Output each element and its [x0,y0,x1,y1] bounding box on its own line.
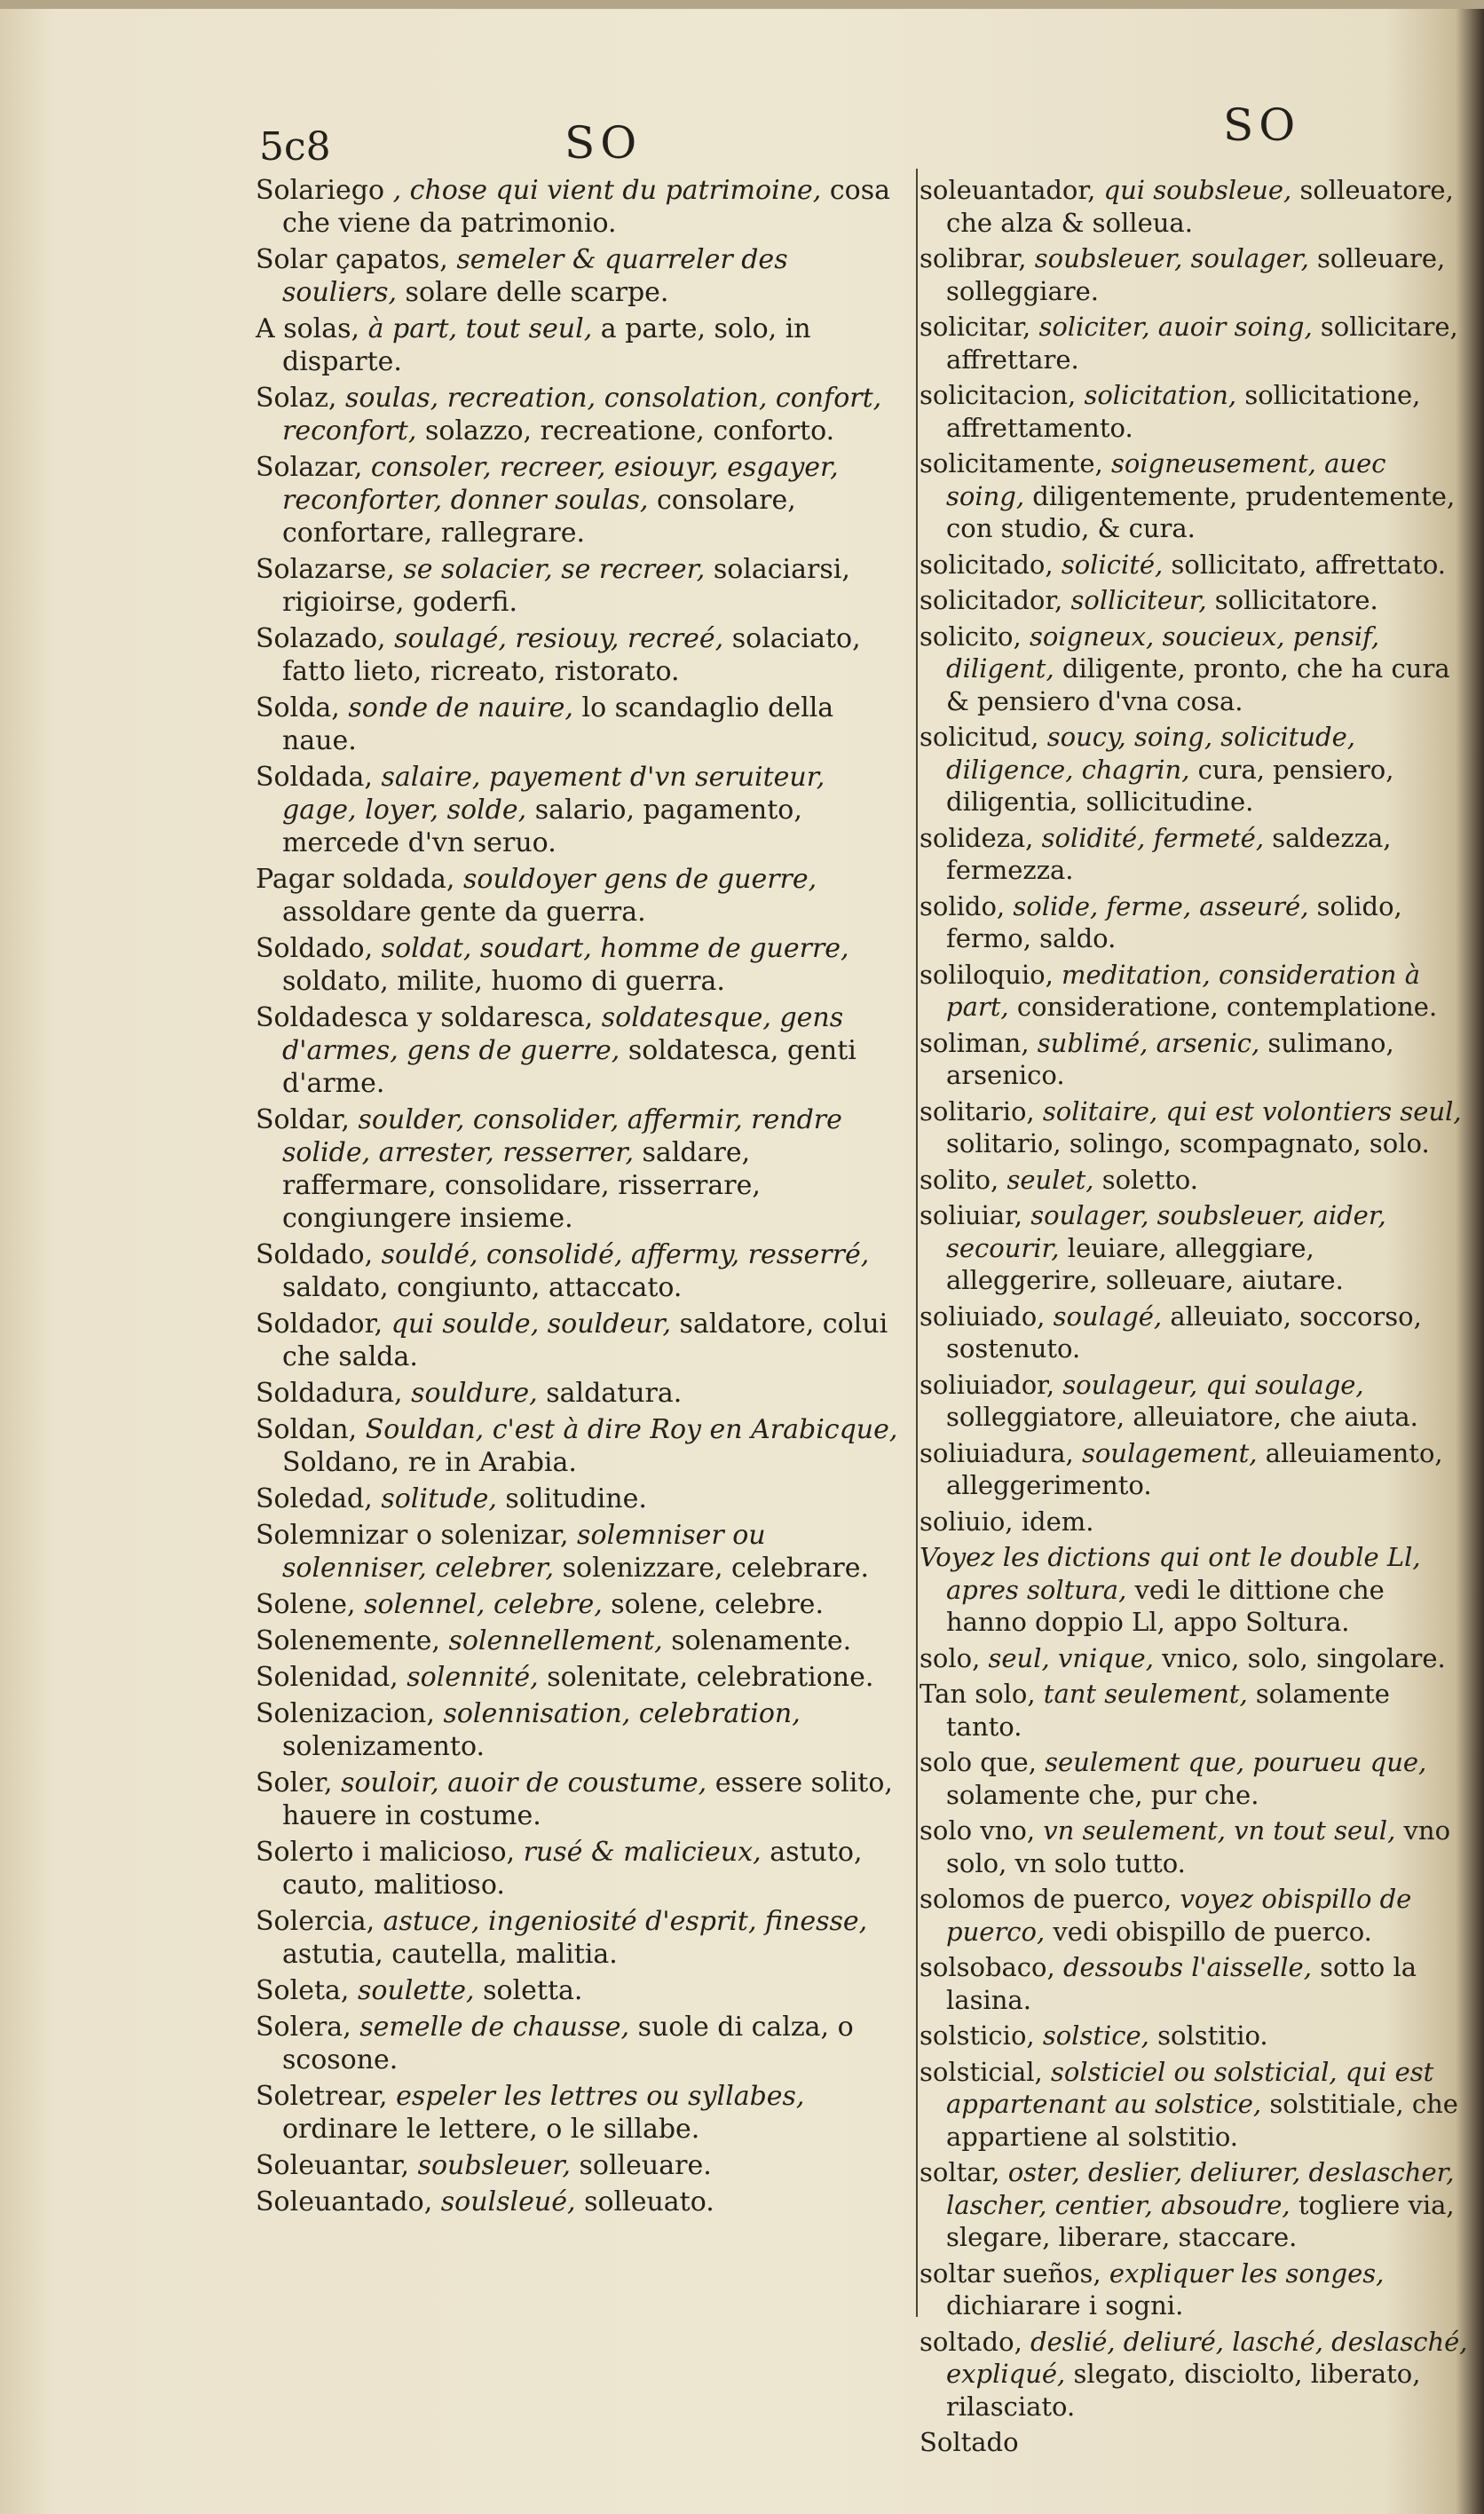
italian-gloss: vnico, solo, singolare. [1162,1642,1446,1673]
italian-gloss: solaciarsi, rigioirse, goderfi. [282,554,850,618]
italian-gloss: saldato, congiunto, attaccato. [282,1272,683,1303]
italian-gloss: ordinare le lettere, o le sillabe. [282,2114,700,2145]
headword: Soldado, [256,1239,374,1270]
french-gloss: solitaire, qui est volontiers seul, [1042,1095,1462,1127]
headword: Solerto i malicioso, [256,1837,516,1868]
french-gloss: seul, vnique, [988,1642,1154,1673]
french-gloss: astuce, ingeniosité d'esprit, finesse, [383,1906,868,1937]
headword: Solene, [256,1589,356,1620]
italian-gloss: alleuiamento, alleggerimento. [946,1437,1443,1500]
french-gloss: soldatesque, gens d'armes, gens de guerre, [282,1002,844,1066]
dictionary-entry [920,890,1468,955]
french-gloss: sonde de nauire, [348,692,573,723]
italian-gloss: assoldare gente da guerra. [282,897,646,928]
french-gloss: solliciteur, [1070,585,1207,615]
dictionary-entry [256,1974,902,2007]
italian-gloss: a parte, solo, in disparte. [282,313,811,377]
italian-gloss: sotto la lasina. [946,1952,1417,2015]
french-gloss: solitude, [381,1483,497,1514]
french-gloss: solennel, celebre, [364,1589,603,1620]
dictionary-entry [920,2257,1468,2322]
headword: Soletrear, [256,2081,388,2112]
dictionary-entry [256,1103,902,1235]
italian-gloss: idem. [1021,1506,1094,1537]
dictionary-entry [256,1519,902,1585]
dictionary-entry [920,1642,1468,1675]
italian-gloss: soldatesca, genti d'arme. [282,1035,856,1099]
italian-gloss: solenitate, celebratione. [547,1662,874,1693]
headword: Soldada, [256,762,373,793]
dictionary-entry [256,1661,902,1694]
headword: soliuiar, [920,1200,1023,1230]
headword: soliuiador, [920,1369,1055,1400]
french-gloss: consoler, recreer, esiouyr, esgayer, reconforter, donner soulas, [282,452,839,516]
headword: Pagar soldada, [256,864,455,895]
headword: Solaz, [256,383,337,414]
italian-gloss: solleuatore, che alza & solleua. [946,175,1454,238]
headword: solicito, [920,621,1022,652]
dictionary-entry [920,1883,1468,1948]
italian-gloss: solleuato. [584,2186,714,2218]
french-gloss: soubsleuer, soulager, [1034,243,1309,273]
italian-gloss: cosa che viene da patrimonio. [282,175,890,239]
italian-gloss: vedi obispillo de puerco. [1053,1916,1372,1947]
headword: solicitador, [920,585,1063,615]
french-gloss: seulet, [1006,1164,1094,1195]
italian-gloss: dichiarare i sogni. [946,2290,1184,2320]
headword: soliuiadura, [920,1437,1074,1468]
dictionary-entry [256,863,902,929]
running-head-right: SO [1223,99,1301,151]
italian-gloss: salario, pagamento, mercede d'vn seruo. [282,795,802,858]
headword: A solas, [256,313,360,344]
headword: solitario, [920,1095,1035,1127]
headword: Soldado, [256,933,374,964]
headword: Soldar, [256,1104,350,1135]
french-gloss: seulement que, pourueu que, [1045,1747,1427,1777]
french-gloss: solstice, [1042,2020,1149,2051]
dictionary-entry [920,822,1468,887]
french-gloss: soigneusement, auec soing, [946,448,1386,511]
italian-gloss: solamente che, pur che. [946,1779,1259,1810]
italian-gloss: slegato, disciolto, liberato, rilasciato. [946,2359,1421,2422]
headword: Solazar, [256,452,363,483]
french-gloss: expliquer les songes, [1109,2257,1385,2289]
italian-gloss: solaciato, fatto lieto, ricreato, ristorato. [282,623,861,687]
headword: soliloquio, [920,959,1054,990]
dictionary-entry [256,174,902,240]
italian-gloss: saldatore, colui che salda. [282,1308,888,1372]
dictionary-entry [256,1625,902,1657]
dictionary-entry [256,2149,902,2182]
dictionary-entry [920,1095,1468,1160]
running-head-left: SO [564,117,643,169]
french-gloss: deslié, deliuré, lasché, deslasché, expliqué, [946,2326,1468,2389]
headword: Solenizacion, [256,1698,435,1729]
page-number: 5c8 [259,124,331,170]
headword: Solazado, [256,623,386,654]
dictionary-entry [920,379,1468,444]
french-gloss: soulageur, qui soulage, [1062,1369,1364,1400]
dictionary-entry [920,1951,1468,2016]
headword: Soldadesca y soldaresca, [256,1002,594,1033]
italian-gloss: soldato, milite, huomo di guerra. [282,966,725,997]
french-gloss: à part, tout seul, [367,313,593,344]
column-rule [916,169,918,2317]
dictionary-entry [256,312,902,378]
dictionary-entry [256,382,902,447]
headword: soliuiado, [920,1300,1046,1332]
french-gloss: solemniser ou solenniser, celebrer, [282,1520,766,1584]
french-gloss: soulette, [358,1975,475,2006]
dictionary-entry [920,447,1468,545]
italian-gloss: solitudine. [505,1483,647,1514]
headword: Soleta, [256,1975,350,2006]
italian-gloss: sollicitatione, affrettamento. [946,380,1421,443]
dictionary-entry [256,553,902,619]
dictionary-entry [920,959,1468,1024]
dictionary-entry [256,1588,902,1621]
french-gloss: se solacier, se recreer, [403,554,706,585]
french-gloss: voyez obispillo de puerco, [946,1884,1412,1947]
headword: Solercia, [256,1906,375,1937]
headword: solicitar, [920,312,1031,342]
headword: Solenidad, [256,1662,399,1693]
headword: Tan solo, [920,1679,1036,1709]
dictionary-entry [256,2186,902,2218]
headword: solicitamente, [920,448,1103,478]
headword: solido, [920,890,1006,921]
italian-gloss: solene, celebre. [611,1589,824,1620]
french-gloss: tant seulement, [1043,1679,1248,1709]
italian-gloss: lo scandaglio della naue. [282,692,834,756]
french-gloss: meditation, consideration à part, [946,959,1420,1022]
italian-gloss: astutia, cautella, malitia. [282,1939,618,1970]
dictionary-entry [920,721,1468,818]
italian-gloss: astuto, cauto, malitioso. [282,1837,863,1901]
french-gloss: solicité, [1061,549,1164,580]
italian-gloss: solleuare, solleggiare. [946,243,1446,306]
headword: solo, [920,1642,981,1673]
italian-gloss: essere solito, hauere in costume. [282,1767,893,1831]
dictionary-entry [256,451,902,549]
french-gloss: souloir, auoir de coustume, [341,1767,707,1799]
french-gloss: , chose qui vient du patrimoine, [392,175,822,206]
headword: solo que, [920,1747,1037,1777]
headword: solomos de puerco, [920,1884,1172,1914]
french-gloss: soliciter, auoir soing, [1038,312,1313,342]
right-column [920,174,1468,2463]
french-gloss: soigneux, soucieux, pensif, diligent, [946,621,1380,684]
headword: solicitud, [920,722,1039,752]
dictionary-entry [256,932,902,998]
dictionary-entry [256,1836,902,1901]
italian-gloss: solamente tanto. [946,1679,1390,1742]
italian-gloss: cura, pensiero, diligentia, sollicitudine. [946,754,1394,817]
french-gloss: soucy, soing, solicitude, diligence, chagrin, [946,722,1355,785]
french-gloss: soulsleué, [440,2186,576,2218]
headword: solicitacion, [920,380,1077,410]
headword: solsticio, [920,2020,1035,2051]
headword: Solariego [256,175,385,206]
headword: Soledad, [256,1483,373,1514]
dictionary-entry [920,1678,1468,1743]
headword: Solazarse, [256,554,395,585]
italian-gloss: saldatura. [546,1378,683,1409]
italian-gloss: solare delle scarpe. [405,277,669,308]
italian-gloss: leuiare, alleggiare, alleggerire, solleuare, aiutare. [946,1232,1344,1295]
headword: Soleuantar, [256,2150,410,2181]
headword: Soler, [256,1767,333,1799]
dictionary-entry [920,1746,1468,1811]
french-gloss: semelle de chausse, [359,2012,630,2043]
french-gloss: soubsleuer, [417,2150,571,2181]
italian-gloss: solido, fermo, saldo. [946,890,1402,953]
headword: soltar sueños, [920,2257,1101,2289]
italian-gloss: solleuare. [579,2150,712,2181]
italian-gloss: consolare, confortare, rallegrare. [282,485,796,549]
italian-gloss: togliere via, slegare, liberare, staccare. [946,2189,1455,2252]
french-gloss: solicitation, [1084,380,1237,410]
dictionary-entry [256,1905,902,1971]
italian-gloss: solenizamento. [282,1731,485,1762]
italian-gloss: consideratione, contemplatione. [1016,992,1438,1022]
italian-gloss: solazzo, recreatione, conforto. [424,415,835,447]
top-edge [0,0,1484,9]
italian-gloss: solstitiale, che appartiene al solstitio. [946,2089,1458,2152]
italian-gloss: saldare, raffermare, consolidare, risserrare, congiungere insieme. [282,1137,761,1234]
french-gloss: soulagement, [1081,1437,1258,1468]
italian-gloss: solstitio. [1157,2020,1268,2051]
italian-gloss: vedi le dittione che hanno doppio Ll, appo Soltura. [946,1574,1385,1637]
italian-gloss: saldezza, fermezza. [946,822,1392,885]
french-gloss: oster, deslier, deliurer, deslascher, lascher, centier, absoudre, [946,2157,1455,2220]
dictionary-entry [920,242,1468,307]
dictionary-entry [920,1437,1468,1502]
italian-gloss: sollicitare, affrettare. [946,312,1458,375]
french-gloss: soulder, consolider, affermir, rendre solide, arrester, resserrer, [282,1104,842,1168]
dictionary-entry [920,174,1468,239]
dictionary-entry [256,1767,902,1832]
french-gloss: espeler les lettres ou syllabes, [396,2081,805,2112]
dictionary-entry [256,1001,902,1100]
dictionary-entry [256,2080,902,2146]
french-gloss: soulagé, resiouy, recreé, [394,623,724,654]
dictionary-entry [256,243,902,309]
dictionary-entry [920,1164,1468,1197]
headword: soltar, [920,2157,1000,2187]
italian-gloss: soletta. [483,1975,583,2006]
headword: Soldador, [256,1308,383,1340]
dictionary-entry [920,584,1468,617]
left-column [256,174,902,2222]
french-gloss: solennisation, celebration, [443,1698,801,1729]
dictionary-entry [920,1369,1468,1434]
italian-gloss: suole di calza, o scosone. [282,2012,854,2075]
french-gloss: soulagé, [1053,1300,1163,1332]
headword: solicitado, [920,549,1054,580]
italian-gloss: alleuiato, soccorso, sostenuto. [946,1300,1422,1364]
italian-gloss: diligente, pronto, che ha cura & pensiero d'vna cosa. [946,653,1450,716]
dictionary-entry [256,1238,902,1304]
french-gloss: sublimé, arsenic, [1037,1027,1260,1058]
headword: Soldan, [256,1414,358,1445]
french-gloss: soldat, soudart, homme de guerre, [381,933,849,964]
headword: solito, [920,1164,999,1195]
headword: solo vno, [920,1815,1036,1846]
dictionary-entry [920,1814,1468,1879]
italian-gloss: solleggiatore, alleuiatore, che aiuta. [946,1402,1418,1432]
french-gloss: vn seulement, vn tout seul, [1043,1815,1396,1846]
dictionary-entry [256,1413,902,1479]
french-gloss: souldoyer gens de guerre, [463,864,817,895]
headword: solibrar, [920,243,1027,273]
dictionary-entry [256,761,902,859]
dictionary-entry [920,2020,1468,2052]
headword: solsticial, [920,2056,1043,2087]
headword: Soleuantado, [256,2186,433,2218]
italian-gloss: diligentemente, prudentemente, con studio, & cura. [946,480,1456,543]
headword: soltado, [920,2326,1022,2357]
headword: soliuio, [920,1506,1014,1537]
dictionary-entry [256,1482,902,1515]
french-gloss: salaire, payement d'vn seruiteur, gage, loyer, solde, [282,762,825,826]
dictionary-entry [920,2426,1468,2459]
headword: soleuantador, [920,175,1096,205]
italian-gloss: soletto. [1101,1164,1198,1195]
french-gloss: solidité, fermeté, [1041,822,1265,853]
italian-gloss: Soltado [920,2427,1019,2457]
headword: Solenemente, [256,1625,440,1656]
headword: soliman, [920,1027,1030,1058]
headword: Solda, [256,692,340,723]
dictionary-entry [920,1506,1468,1538]
dictionary-entry [920,2326,1468,2423]
french-gloss: solennellement, [448,1625,663,1656]
italian-gloss: sollicitatore. [1214,585,1378,615]
dictionary-entry [920,2056,1468,2154]
headword: Solar çapatos, [256,244,448,275]
dictionary-entry [256,622,902,688]
dictionary-entry [256,1697,902,1763]
french-gloss: soulager, soubsleuer, aider, secourir, [946,1200,1386,1263]
italian-gloss: sulimano, arsenico. [946,1027,1394,1090]
french-gloss: qui soulde, souldeur, [391,1308,671,1340]
french-gloss: qui soubsleue, [1103,175,1292,205]
dictionary-entry [920,621,1468,718]
dictionary-entry [920,1541,1468,1639]
dictionary-entry [256,2011,902,2076]
italian-gloss: vno solo, vn solo tutto. [946,1815,1451,1878]
headword: Soldadura, [256,1378,403,1409]
dictionary-entry [920,1300,1468,1365]
dictionary-entry [920,1027,1468,1092]
french-gloss: semeler & quarreler des souliers, [282,244,788,308]
dictionary-entry [256,1308,902,1373]
dictionary-entry [920,1199,1468,1297]
italian-gloss: solenizzare, celebrare. [562,1553,869,1584]
italian-gloss: solitario, solingo, scompagnato, solo. [946,1128,1430,1158]
dictionary-entry [920,2156,1468,2254]
french-gloss: Voyez les dictions qui ont le double Ll, apres soltura, [920,1542,1421,1605]
french-gloss: souldure, [411,1378,538,1409]
dictionary-entry [920,311,1468,376]
headword: solideza, [920,822,1034,853]
french-gloss: souldé, consolidé, affermy, resserré, [381,1239,870,1270]
french-gloss: solennité, [407,1662,539,1693]
dictionary-entry [920,549,1468,581]
italian-gloss: sollicitato, affrettato. [1171,549,1446,580]
italian-gloss: Soldano, re in Arabia. [282,1447,577,1478]
french-gloss: solide, ferme, asseuré, [1013,890,1309,921]
french-gloss: dessoubs l'aisselle, [1062,1952,1312,1982]
headword: solsobaco, [920,1952,1055,1982]
french-gloss: solsticiel ou solsticial, qui est appartenant au solstice, [946,2056,1434,2119]
dictionary-entry [256,1377,902,1410]
headword: Solera, [256,2012,351,2043]
italian-gloss: solenamente. [671,1625,852,1656]
french-gloss: rusé & malicieux, [523,1837,762,1868]
headword: Solemnizar o solenizar, [256,1520,569,1551]
french-gloss: soulas, recreation, consolation, confort, reconfort, [282,383,882,447]
french-gloss: Souldan, c'est à dire Roy en Arabicque, [365,1414,898,1445]
dictionary-entry [256,692,902,757]
